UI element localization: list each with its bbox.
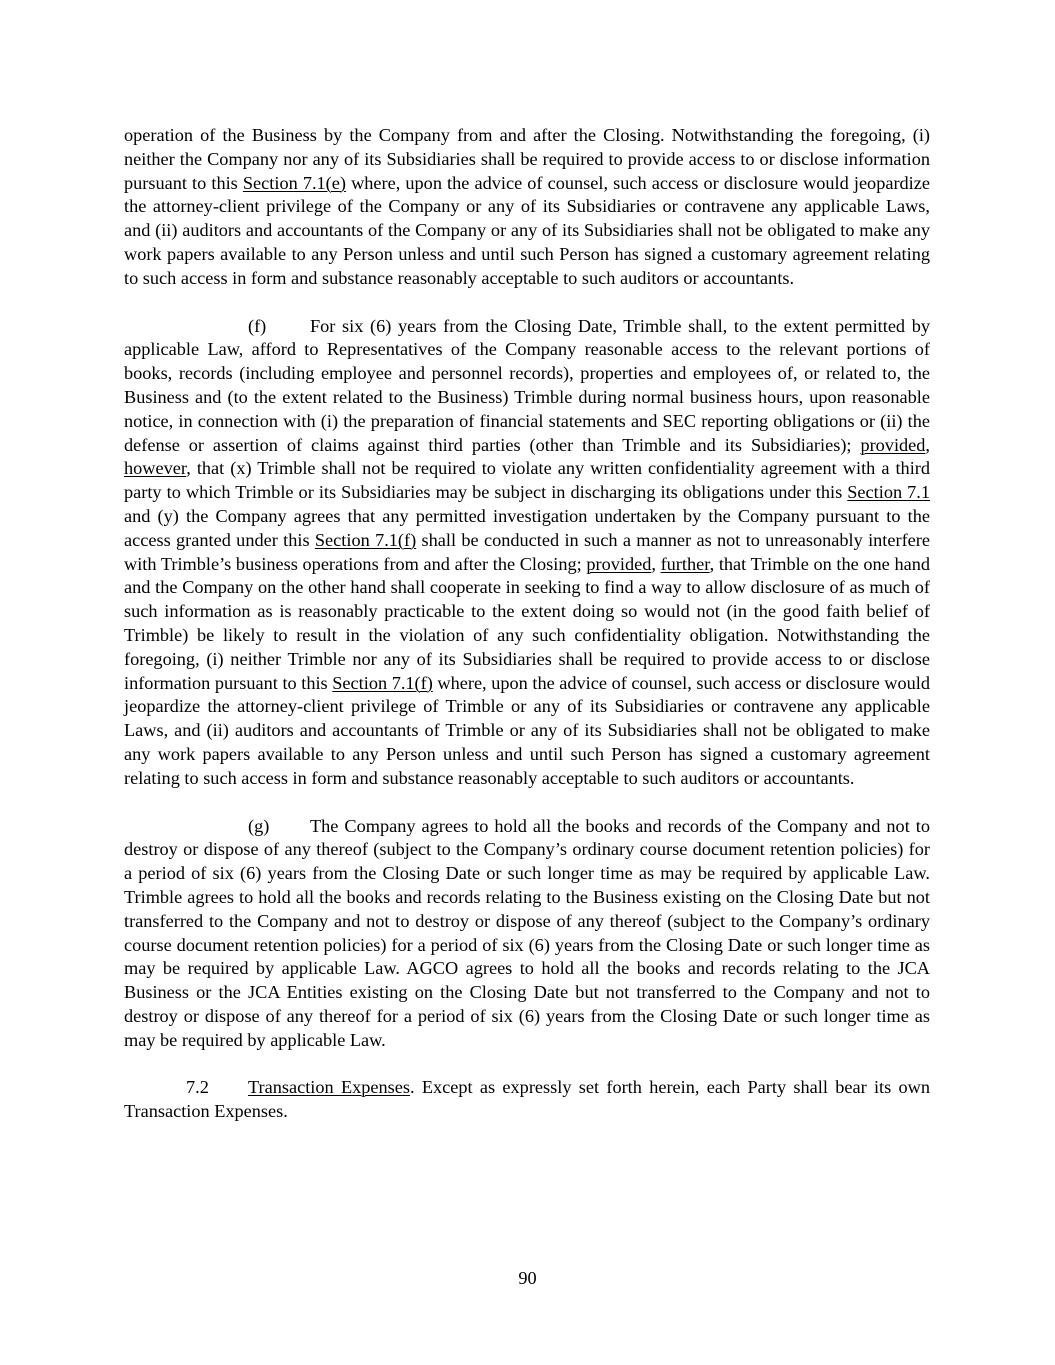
page-number: 90: [518, 1268, 537, 1288]
cross-reference-section-7-1-f: Section 7.1(f): [314, 529, 417, 550]
defined-term-however: however: [124, 458, 187, 479]
paragraph-7-1-f: [124, 315, 930, 791]
text-run: , that Trimble on the one hand and the Company on the other hand shall cooperate in seeking to find a way to allow disclosure of as much of such information as is reasonably practicable to the extent doing so would not (in the good faith belief of Trimble) be likely to result in the violation of any such confidentiality obligation. Notwithstanding the foregoing, (i) neither Trimble nor any of its Subsidiaries shall be required to provide access to or disclose information pursuant to this: [124, 553, 930, 693]
section-heading: Transaction Expenses: [248, 1077, 410, 1098]
paragraph-label-f: (f): [248, 315, 267, 336]
text-run: and (y) the Company agrees that any permitted investigation undertaken by the Company pursuant to the access granted under this: [124, 505, 930, 550]
defined-term-provided: provided: [860, 434, 926, 455]
text-run: where, upon the advice of counsel, such access or disclosure would jeopardize the attorney-client privilege of Trimble or any of its Subsidiaries or contravene any applicable Laws, and (ii) auditors and accountants of Trimble or any of its Subsidiaries shall not be obligated to make any work papers available to any Person unless and until such Person has signed a customary agreement relating to such access in form and substance reasonably acceptable to such auditors or accountants.: [124, 672, 931, 788]
text-run: where, upon the advice of counsel, such access or disclosure would jeopardize the attorney-client privilege of the Company or any of its Subsidiaries or contravene any applicable Laws, and (ii) auditors and accountants of the Company or any of its Subsidiaries shall not be obligated to make any work papers available to any Person unless and until such Person has signed a customary agreement relating to such access in form and substance reasonably acceptable to such auditors or accountants.: [124, 172, 930, 288]
paragraph-7-1-g: [124, 815, 930, 1053]
text-run: operation of the Business by the Company from and after the Closing. Notwithstanding the foregoing, (i) neither the Company nor any of its Subsidiaries shall be required to provide access to or disclose information pursuant to this: [124, 125, 930, 193]
text-run: . Except as expressly set forth herein, each Party shall bear its own Transaction Expenses.: [124, 1077, 930, 1122]
paragraph-7-1-e-continued: [124, 124, 930, 291]
document-body: [124, 124, 930, 1124]
cross-reference-section-7-1-e: Section 7.1(e): [242, 172, 346, 193]
cross-reference-section-7-1-f: Section 7.1(f): [332, 672, 433, 693]
defined-term-provided: provided: [586, 553, 652, 574]
text-run: ,: [925, 434, 930, 455]
defined-term-further: further: [660, 553, 710, 574]
text-run: For six (6) years from the Closing Date, Trimble shall, to the extent permitted by applicable Law, afford to Representatives of the Company reasonable access to the relevant portions of books, records (including employee and personnel records), properties and employees of, or related to, the Business and (to the extent related to the Business) Trimble during normal business hours, upon reasonable notice, in connection with (i) the preparation of financial statements and SEC reporting obligations or (ii) the defense or assertion of claims against third parties (other than Trimble and its Subsidiaries);: [124, 315, 930, 455]
paragraph-label-g: (g): [248, 815, 270, 836]
text-run: The Company agrees to hold all the books and records of the Company and not to destroy or dispose of any thereof (subject to the Company’s ordinary course document retention policies) for a period of six (6) years from the Closing Date or such longer time as may be required by applicable Law. Trimble agrees to hold all the books and records relating to the Business existing on the Closing Date but not transferred to the Company and not to destroy or dispose of any thereof (subject to the Company’s ordinary course document retention policies) for a period of six (6) years from the Closing Date or such longer time as may be required by applicable Law. AGCO agrees to hold all the books and records relating to the JCA Business or the JCA Entities existing on the Closing Date but not transferred to the Company and not to destroy or dispose of any thereof for a period of six (6) years from the Closing Date or such longer time as may be required by applicable Law.: [124, 815, 930, 1050]
section-7-2: [124, 1076, 930, 1124]
text-run: ,: [651, 553, 661, 574]
text-run: , that (x) Trimble shall not be required to violate any written confidentiality agreement with a third party to which Trimble or its Subsidiaries may be subject in discharging its obligations under this: [124, 458, 930, 503]
cross-reference-section-7-1: Section 7.1: [847, 482, 930, 503]
section-number: 7.2: [186, 1077, 209, 1098]
text-run: shall be conducted in such a manner as not to unreasonably interfere with Trimble’s business operations from and after the Closing;: [124, 529, 930, 574]
